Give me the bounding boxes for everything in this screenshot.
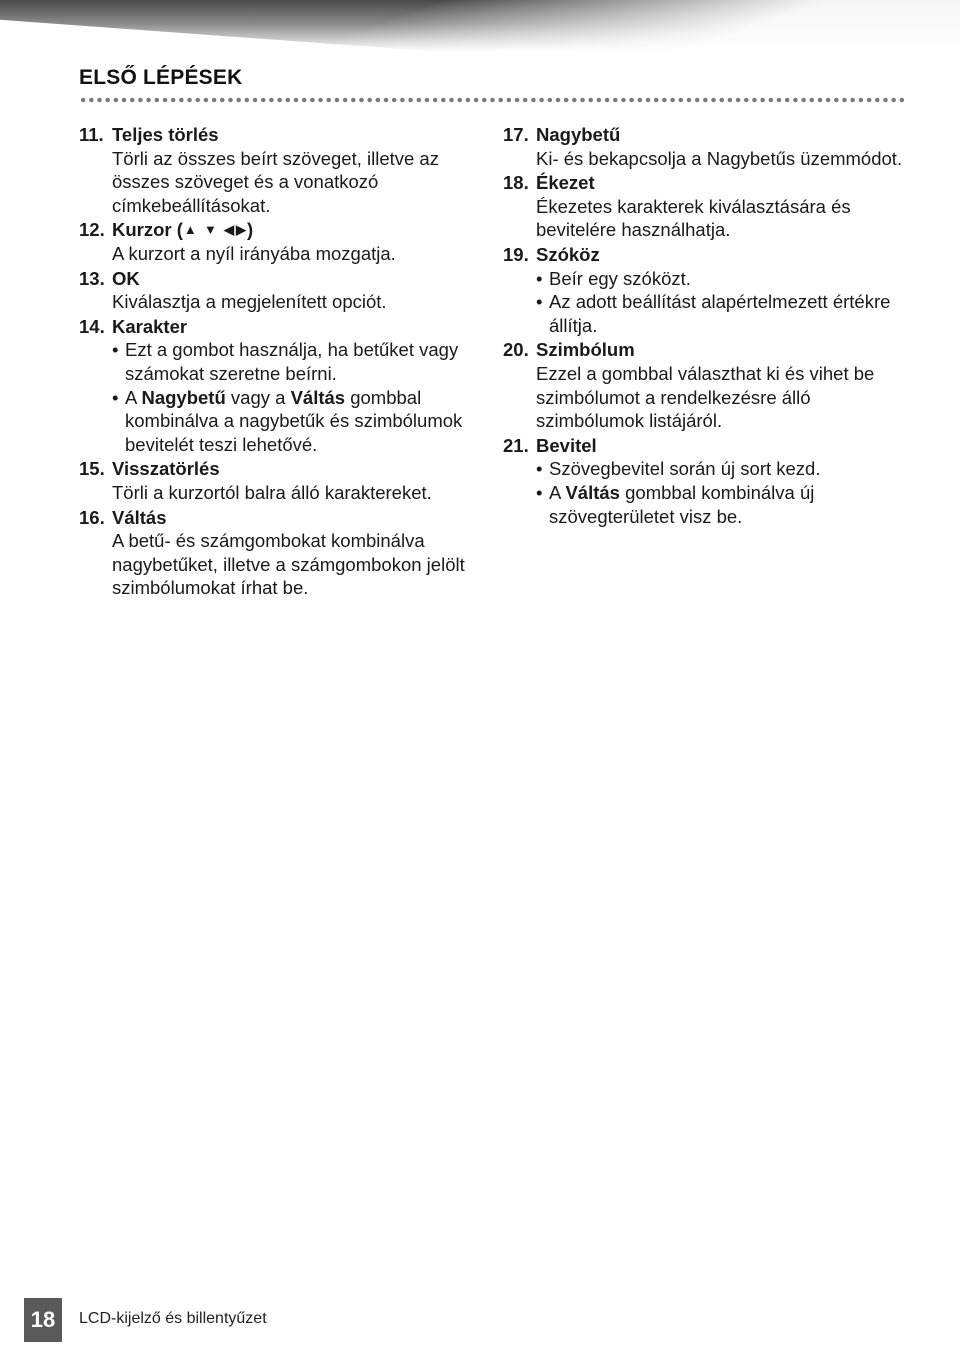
dotted-divider <box>79 97 907 103</box>
item-number: 18. <box>503 172 529 194</box>
list-item-15 <box>79 457 489 504</box>
bullet-point: • Beír egy szóközt. <box>536 267 913 291</box>
item-number: 13. <box>79 267 105 289</box>
list-item-16 <box>79 506 489 600</box>
item-description: Ékezetes karakterek kiválasztására és bevitelére használhatja. <box>536 195 851 241</box>
list-item-13 <box>79 267 489 314</box>
page-number: 18 <box>30 1307 56 1332</box>
item-title: Nagybetű <box>536 124 621 145</box>
bullet-point: • Ezt a gombot használja, ha betűket vagy számokat szeretne beírni. <box>112 338 489 385</box>
bullet-point: • Az adott beállítást alapértelmezett értékre állítja. <box>536 290 913 337</box>
item-description: Törli a kurzortól balra álló karaktereket. <box>112 481 432 503</box>
list-item-20 <box>503 338 913 432</box>
item-description: Törli az összes beírt szöveget, illetve az összes szöveget és a vonatkozó címkebeállításokat. <box>112 147 439 216</box>
arrow-down-icon: ▼ <box>203 222 217 238</box>
item-title: Teljes törlés <box>112 124 219 145</box>
list-item-18 <box>503 171 913 242</box>
title-suffix: ) <box>246 219 254 241</box>
item-number: 15. <box>79 458 105 480</box>
bullet-point <box>536 481 913 528</box>
arrow-up-icon: ▲ <box>183 222 197 238</box>
item-title: Szóköz <box>536 243 600 265</box>
item-number: 11. <box>79 124 104 145</box>
item-number: 17. <box>503 124 529 145</box>
item-title: OK <box>112 267 140 289</box>
chapter-footer: LCD-kijelző és billentyűzet <box>79 1310 267 1327</box>
bullet-text: vagy a <box>225 386 291 408</box>
page-number-tab <box>24 1298 62 1342</box>
bullet-text: A <box>549 481 566 503</box>
bullet-point <box>112 386 489 457</box>
item-number: 21. <box>503 434 529 456</box>
item-title: Váltás <box>112 506 167 528</box>
header-band-fade <box>0 0 960 52</box>
list-item-21 <box>503 434 913 528</box>
item-number: 12. <box>79 219 105 241</box>
title-prefix: Kurzor ( <box>112 219 183 241</box>
key-name: Váltás <box>565 481 620 503</box>
item-description: A kurzort a nyíl irányába mozgatja. <box>112 242 396 264</box>
list-item-12 <box>79 218 489 265</box>
section-title: ELSŐ LÉPÉSEK <box>79 66 243 89</box>
arrow-left-icon: ◀ <box>223 222 234 238</box>
item-title: Szimbólum <box>536 339 635 361</box>
item-title: Visszatörlés <box>112 458 220 480</box>
item-number: 16. <box>79 506 105 528</box>
item-title: Bevitel <box>536 434 597 456</box>
item-number: 20. <box>503 339 529 361</box>
item-description: Ki- és bekapcsolja a Nagybetűs üzemmódot. <box>536 147 903 169</box>
right-column <box>503 123 913 529</box>
item-number: 14. <box>79 315 105 337</box>
left-column <box>79 123 489 601</box>
item-description: Kiválasztja a megjelenített opciót. <box>112 291 387 313</box>
bullet-point: • Szövegbevitel során új sort kezd. <box>536 457 913 481</box>
bullet-text: gombbal kombinálva a nagybetűk és szimbólumok bevitelét teszi lehetővé. <box>125 386 463 455</box>
item-title: Ékezet <box>536 172 595 194</box>
item-number: 19. <box>503 243 529 265</box>
arrow-right-icon: ▶ <box>235 222 246 238</box>
list-item-11 <box>79 123 489 217</box>
bullet-text: A <box>125 386 142 408</box>
item-title: Karakter <box>112 315 188 337</box>
list-item-17 <box>503 123 913 170</box>
item-description: A betű- és számgombokat kombinálva nagybetűket, illetve a számgombokon jelölt szimbólumokat írhat be. <box>112 530 465 599</box>
item-description: Ezzel a gombbal választhat ki és vihet be szimbólumot a rendelkezésre álló szimbólumok listájáról. <box>536 362 875 432</box>
bullet-text: gombbal kombinálva új szövegterületet visz be. <box>549 481 815 527</box>
key-name: Váltás <box>290 386 346 408</box>
list-item-14 <box>79 315 489 457</box>
item-title <box>112 218 489 242</box>
key-name: Nagybetű <box>141 386 226 408</box>
list-item-19 <box>503 243 913 337</box>
